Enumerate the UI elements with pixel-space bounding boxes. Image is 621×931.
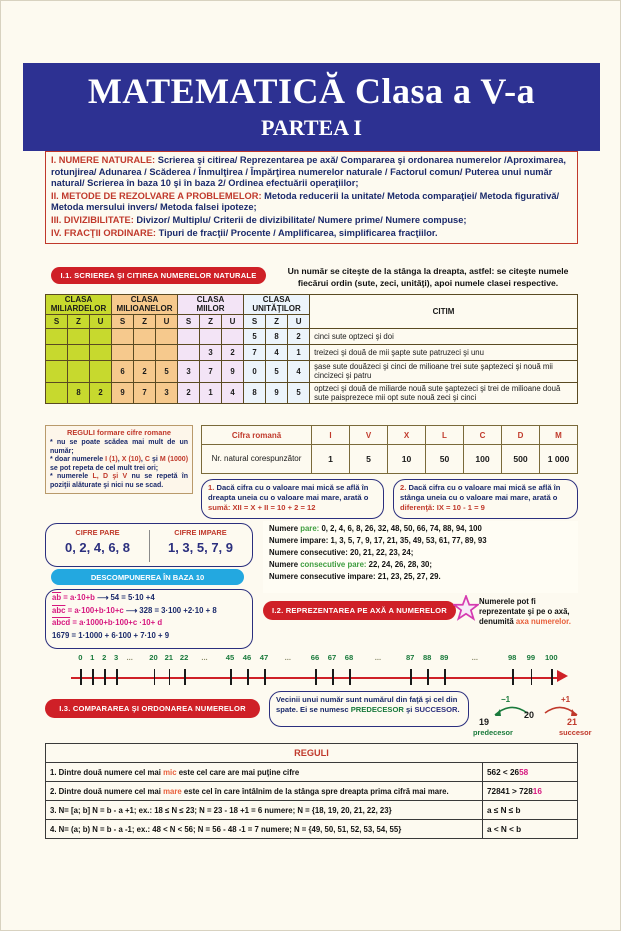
decomposition-line bbox=[52, 593, 246, 604]
axis-tick-label: 2 bbox=[102, 653, 107, 662]
roman-digits-table bbox=[201, 425, 578, 474]
roman-rules-box bbox=[45, 425, 193, 494]
digit-cell bbox=[222, 328, 244, 344]
successor-value: 21 bbox=[567, 717, 578, 727]
axis-tick-label: 66 bbox=[310, 653, 320, 662]
roman-value: 1 bbox=[312, 445, 350, 474]
syllabus-heading: I. NUMERE NATURALE: bbox=[51, 155, 156, 165]
citim-cell: şase sute douăzeci şi cinci de milioane trei sute şaptezeci şi nouă mii cincizeci şi patru bbox=[310, 360, 578, 382]
roman-symbol: C bbox=[464, 426, 502, 445]
axis-tick-label: 87 bbox=[405, 653, 415, 662]
order-header: Z bbox=[200, 314, 222, 328]
numbers-line: Numere consecutive: 20, 21, 22, 23, 24; bbox=[269, 547, 414, 557]
rule-value: 72841 > 72816 bbox=[483, 782, 578, 801]
order-header: U bbox=[90, 314, 112, 328]
roman-rule-item: * numerele L, D şi V nu se repetă în poziţii alăturate şi nici nu se scad. bbox=[50, 473, 188, 489]
digit-cell: 0 bbox=[244, 360, 266, 382]
decomposition-line bbox=[52, 606, 246, 617]
digit-cell: 7 bbox=[244, 344, 266, 360]
table-row bbox=[46, 382, 578, 404]
table-row bbox=[46, 744, 578, 763]
axis-tick bbox=[169, 669, 171, 685]
digit-cell: 5 bbox=[288, 382, 310, 404]
digit-cell: 7 bbox=[134, 382, 156, 404]
digit-cell bbox=[156, 344, 178, 360]
decomposition-line bbox=[52, 631, 246, 642]
axis-tick-label: ... bbox=[471, 653, 478, 662]
odd-digits-label: CIFRE IMPARE bbox=[174, 528, 227, 537]
predecessor-value: 19 bbox=[479, 717, 490, 727]
axis-tick bbox=[551, 669, 553, 685]
axis-tick-label: 22 bbox=[179, 653, 189, 662]
rule-value: a < N < b bbox=[483, 820, 578, 839]
order-header: S bbox=[178, 314, 200, 328]
rule-value: 562 < 2658 bbox=[483, 763, 578, 782]
rule-keyword: mic bbox=[163, 767, 177, 777]
successor-keyword: SUCCESOR. bbox=[414, 705, 460, 715]
predecessor-label: predecesor bbox=[473, 728, 513, 737]
axis-tick bbox=[444, 669, 446, 685]
axis-tick-label: 1 bbox=[90, 653, 95, 662]
rule-text: 3. N= [a; b] N = b - a +1; ex.: 18 ≤ N ≤ 23; N = 23 - 18 +1 = 6 numere; N = {18, 19, 20, 21, 22, 23} bbox=[46, 801, 483, 820]
axis-tick bbox=[264, 669, 266, 685]
numbers-line: Numere impare: 1, 3, 5, 7, 9, 17, 21, 35, 49, 53, 61, 77, 89, 93 bbox=[269, 535, 487, 545]
roman-value: 10 bbox=[388, 445, 426, 474]
axis-tick-label: 99 bbox=[526, 653, 536, 662]
note-keyword: diferenţă bbox=[400, 503, 433, 513]
numbers-examples-list bbox=[263, 521, 578, 593]
syllabus-body: Metoda reducerii la unitate/ Metoda comparaţiei/ Metoda figurativă/ Metoda mersului invers/ Metoda falsei ipoteze; bbox=[51, 190, 560, 213]
order-header: S bbox=[46, 314, 68, 328]
section-1-1-intro: Un număr se citeşte de la stânga la dreapta, astfel: se citeşte numele fiecărui ordin (sute, zeci, unităţi), apoi numele clasei respective. bbox=[287, 266, 569, 288]
roman-note-2 bbox=[393, 479, 578, 519]
roman-value: 5 bbox=[350, 445, 388, 474]
digit-cell: 1 bbox=[288, 344, 310, 360]
axis-tick bbox=[410, 669, 412, 685]
rule-text: 2. Dintre două numere cel mai mare este cel în care întâlnim de la stânga spre dreapta prima cifră mai mare. bbox=[46, 782, 483, 801]
digit-cell: 3 bbox=[200, 344, 222, 360]
axis-tick-label: 100 bbox=[544, 653, 558, 662]
axis-tick bbox=[427, 669, 429, 685]
digit-cell: 9 bbox=[222, 360, 244, 382]
table-row bbox=[46, 295, 578, 315]
digit-cell: 4 bbox=[266, 344, 288, 360]
digit-cell bbox=[46, 328, 68, 344]
axis-tick bbox=[230, 669, 232, 685]
digit-cell: 2 bbox=[222, 344, 244, 360]
digit-cell: 8 bbox=[266, 328, 288, 344]
rule-keyword: mare bbox=[163, 786, 182, 796]
digit-cell: 8 bbox=[68, 382, 90, 404]
digit-cell bbox=[46, 344, 68, 360]
digit-cell bbox=[46, 382, 68, 404]
note-text: Dacă cifra cu o valoare mai mică se află în stânga uneia cu o valoare mai mare, arată o bbox=[400, 483, 561, 503]
order-header: S bbox=[244, 314, 266, 328]
axis-tick bbox=[332, 669, 334, 685]
table-row bbox=[46, 344, 578, 360]
order-header: S bbox=[112, 314, 134, 328]
decomposition-example: 54 = 5·10 +4 bbox=[110, 593, 155, 602]
citim-header: CITIM bbox=[310, 295, 578, 329]
roman-value: 50 bbox=[426, 445, 464, 474]
axis-tick-label: ... bbox=[126, 653, 133, 662]
digit-cell: 2 bbox=[178, 382, 200, 404]
digit-cell bbox=[112, 344, 134, 360]
star-icon bbox=[453, 595, 479, 621]
syllabus-box bbox=[45, 151, 578, 244]
roman-rules-title: REGULI formare cifre romane bbox=[67, 428, 171, 437]
minus-one-label: −1 bbox=[501, 695, 511, 704]
roman-symbol: X bbox=[388, 426, 426, 445]
badge-section-1-2[interactable]: I.2. REPREZENTAREA PE AXĂ A NUMERELOR bbox=[263, 601, 456, 620]
axis-tick-label: 20 bbox=[149, 653, 158, 662]
axis-tick-label: ... bbox=[201, 653, 208, 662]
decomposition-formula: 1679 = 1·1000 + 6·100 + 7·10 + 9 bbox=[52, 630, 170, 640]
numbers-line: Numere consecutive impare: 21, 23, 25, 27, 29. bbox=[269, 571, 441, 581]
axis-arrow-icon bbox=[557, 670, 568, 682]
syllabus-body: Scrierea şi citirea/ Reprezentarea pe axă/ Compararea şi ordonarea numerelor /Aproximarea, rotunjirea/ Adunarea / Scăderea / Înmulţirea / Împărţirea numerelor naturale / Factorul comun/ Puterea unui număr natural/ Scrierea în baza 10 şi în baza 2/ Ordinea efectuării operaţiilor; bbox=[51, 155, 566, 189]
axis-tick bbox=[154, 669, 156, 685]
even-odd-digits-box bbox=[45, 523, 253, 567]
rule-value: a ≤ N ≤ b bbox=[483, 801, 578, 820]
class-header: CLASA MILIARDELOR bbox=[46, 295, 112, 315]
roman-note-1 bbox=[201, 479, 384, 519]
axis-tick-label: ... bbox=[284, 653, 291, 662]
axis-tick bbox=[80, 669, 82, 685]
arc-arrows-icon bbox=[483, 699, 595, 729]
table-row bbox=[202, 426, 578, 445]
axis-tick bbox=[315, 669, 317, 685]
syllabus-body: Divizor/ Multiplu/ Criterii de divizibilitate/ Numere prime/ Numere compuse; bbox=[133, 214, 467, 225]
digit-cell bbox=[134, 328, 156, 344]
note-formula: : IX = 10 - 1 = 9 bbox=[432, 503, 485, 513]
even-digits-group bbox=[46, 528, 149, 555]
axis-note bbox=[479, 597, 583, 627]
number-axis bbox=[71, 653, 571, 695]
syllabus-line bbox=[51, 191, 572, 214]
current-value: 20 bbox=[524, 710, 535, 720]
syllabus-line bbox=[51, 155, 572, 190]
table-row bbox=[46, 328, 578, 344]
roman-value: 100 bbox=[464, 445, 502, 474]
digit-cell bbox=[68, 344, 90, 360]
axis-tick-label: 88 bbox=[422, 653, 432, 662]
roman-symbol: V bbox=[350, 426, 388, 445]
reguli-title: REGULI bbox=[46, 744, 578, 763]
table-row bbox=[202, 445, 578, 474]
class-header: CLASA MIILOR bbox=[178, 295, 244, 315]
numbers-line: Numere consecutive pare: 22, 24, 26, 28, 30; bbox=[269, 559, 432, 569]
roman-rule-item: * doar numerele I (1), X (10), C şi M (1000) se pot repeta de cel mult trei ori; bbox=[50, 456, 189, 472]
predecessor-keyword: PREDECESOR bbox=[350, 705, 404, 715]
numbers-keyword: pare: bbox=[300, 524, 320, 533]
digit-cell: 2 bbox=[288, 328, 310, 344]
order-header: U bbox=[156, 314, 178, 328]
axis-note-keyword: axa numerelor. bbox=[515, 617, 571, 626]
digit-cell bbox=[112, 328, 134, 344]
digit-cell: 4 bbox=[222, 382, 244, 404]
digit-cell: 9 bbox=[112, 382, 134, 404]
order-header: Z bbox=[266, 314, 288, 328]
badge-section-1-3[interactable]: I.3. COMPARAREA ŞI ORDONAREA NUMERELOR bbox=[45, 699, 260, 718]
digit-cell bbox=[46, 360, 68, 382]
roman-value: 1 000 bbox=[540, 445, 578, 474]
digit-cell bbox=[90, 344, 112, 360]
plus-one-label: +1 bbox=[561, 695, 571, 704]
digit-cell bbox=[156, 328, 178, 344]
class-header: CLASA MILIOANELOR bbox=[112, 295, 178, 315]
syllabus-line bbox=[51, 215, 572, 227]
reguli-table bbox=[45, 743, 578, 839]
arrow-icon: ⟶ bbox=[125, 605, 138, 615]
axis-tick-label: 98 bbox=[507, 653, 517, 662]
axis-tick bbox=[116, 669, 118, 685]
odd-digits-group bbox=[149, 528, 252, 555]
numbers-keyword: consecutive pare: bbox=[300, 559, 367, 569]
digit-cell bbox=[178, 328, 200, 344]
axis-tick bbox=[512, 669, 514, 685]
axis-tick-label: ... bbox=[374, 653, 382, 662]
axis-tick bbox=[247, 669, 249, 685]
table-row bbox=[46, 782, 578, 801]
note-text: Dacă cifra cu o valoare mai mică se află în dreapta uneia cu o valoare mai mare, arată o bbox=[208, 483, 369, 503]
even-digits-label: CIFRE PARE bbox=[75, 528, 120, 537]
axis-tick bbox=[92, 669, 94, 685]
axis-tick-label: 0 bbox=[78, 653, 83, 662]
axis-tick-label: 21 bbox=[164, 653, 174, 662]
order-header: U bbox=[288, 314, 310, 328]
successor-label: succesor bbox=[559, 728, 592, 737]
note-formula: : XII = X + II = 10 + 2 = 12 bbox=[227, 503, 316, 513]
digit-cell: 2 bbox=[90, 382, 112, 404]
decomposition-example: 328 = 3·100 +2·10 + 8 bbox=[139, 605, 217, 615]
digit-cell: 5 bbox=[266, 360, 288, 382]
decomposition-formula: abcd = a·1000+b·100+c ·10+ d bbox=[52, 618, 163, 628]
syllabus-line bbox=[51, 228, 572, 240]
order-header: U bbox=[222, 314, 244, 328]
badge-descompunerea-baza-10[interactable]: DESCOMPUNEREA ÎN BAZA 10 bbox=[51, 569, 244, 585]
digit-cell bbox=[134, 344, 156, 360]
roman-row-label: Cifra romană bbox=[202, 426, 312, 445]
axis-note-text: Numerele pot fi reprezentate şi pe o axă, denumită bbox=[479, 597, 570, 626]
digit-cell bbox=[90, 360, 112, 382]
axis-tick-label: 68 bbox=[344, 653, 354, 662]
roman-row-label: Nr. natural corespunzător bbox=[202, 445, 312, 474]
note-number: 1. bbox=[208, 483, 215, 492]
digit-cell: 1 bbox=[200, 382, 222, 404]
table-row bbox=[46, 763, 578, 782]
roman-value: 500 bbox=[502, 445, 540, 474]
digit-cell: 3 bbox=[178, 360, 200, 382]
digit-cell: 4 bbox=[288, 360, 310, 382]
page-title: MATEMATICĂ Clasa a V-a bbox=[87, 71, 536, 111]
digit-cell: 8 bbox=[244, 382, 266, 404]
even-digits-value: 0, 2, 4, 6, 8 bbox=[64, 540, 131, 555]
axis-tick-label: 46 bbox=[242, 653, 252, 662]
axis-tick bbox=[531, 669, 533, 685]
arrow-icon: ⟶ bbox=[97, 593, 109, 602]
decomposition-line bbox=[52, 618, 246, 629]
roman-symbol: L bbox=[426, 426, 464, 445]
order-header: Z bbox=[134, 314, 156, 328]
order-header: Z bbox=[68, 314, 90, 328]
class-header: CLASA UNITĂŢILOR bbox=[244, 295, 310, 315]
table-row bbox=[46, 360, 578, 382]
odd-digits-value: 1, 3, 5, 7, 9 bbox=[167, 540, 234, 555]
roman-rule-item: * nu se poate scădea mai mult de un număr; bbox=[50, 439, 188, 455]
digit-cell bbox=[178, 344, 200, 360]
digit-cell bbox=[68, 360, 90, 382]
rule-text: 4. N= (a; b) N = b - a -1; ex.: 48 < N < 56; N = 56 - 48 -1 = 7 numere; N = {49, 50, 51, 52, 53, 54, 55} bbox=[46, 820, 483, 839]
poster-header bbox=[23, 63, 600, 151]
page-subtitle: PARTEA I bbox=[261, 115, 362, 140]
axis-tick-label: 3 bbox=[113, 653, 119, 662]
roman-symbol: D bbox=[502, 426, 540, 445]
note-keyword: sumă bbox=[208, 503, 228, 513]
digit-cell bbox=[200, 328, 222, 344]
digit-cell bbox=[90, 328, 112, 344]
digit-cell: 3 bbox=[156, 382, 178, 404]
neighbours-text: Vecinii unui număr sunt numărul din faţă şi cel din spate. Ei se numesc bbox=[276, 695, 458, 715]
rule-text: 1. Dintre două numere cel mai mic este cel care are mai puţine cifre bbox=[46, 763, 483, 782]
digit-cell: 2 bbox=[134, 360, 156, 382]
roman-symbol: M bbox=[540, 426, 578, 445]
syllabus-heading: III. DIVIZIBILITATE: bbox=[51, 214, 134, 225]
digit-cell bbox=[68, 328, 90, 344]
citim-cell: optzeci şi două de miliarde nouă sute şaptezeci şi trei de milioane două sute paisprezece mii opt sute nouă zeci şi cinci bbox=[310, 382, 578, 404]
digit-cell: 6 bbox=[112, 360, 134, 382]
neighbours-text: şi bbox=[403, 705, 415, 715]
axis-tick bbox=[104, 669, 106, 685]
numbers-keyword: consecutive: bbox=[300, 547, 348, 557]
badge-section-1-1[interactable]: I.1. SCRIEREA ŞI CITIREA NUMERELOR NATURALE bbox=[51, 267, 266, 284]
axis-tick-label: 89 bbox=[439, 653, 449, 662]
digit-cell: 9 bbox=[266, 382, 288, 404]
roman-symbol: I bbox=[312, 426, 350, 445]
syllabus-body: Tipuri de fracţii/ Procente / Amplificarea, simplificarea fracţiilor. bbox=[156, 227, 438, 238]
digit-cell: 5 bbox=[244, 328, 266, 344]
numbers-keyword: consecutive impare: bbox=[300, 571, 376, 581]
axis-tick-label: 45 bbox=[225, 653, 235, 662]
table-row bbox=[46, 820, 578, 839]
syllabus-heading: IV. FRACŢII ORDINARE: bbox=[51, 227, 157, 238]
table-row bbox=[46, 801, 578, 820]
note-number: 2. bbox=[400, 483, 407, 492]
numbers-line: Numere pare: 0, 2, 4, 6, 8, 26, 32, 48, 50, 66, 74, 88, 94, 100 bbox=[269, 524, 482, 533]
decomposition-formula: $\overline{ab} = a\cdot 10+b$ bbox=[52, 593, 95, 602]
digit-cell: 7 bbox=[200, 360, 222, 382]
citim-cell: treizeci şi două de mii şapte sute patruzeci şi unu bbox=[310, 344, 578, 360]
base-10-decomposition-box bbox=[45, 589, 253, 649]
neighbours-note bbox=[269, 691, 469, 727]
digit-cell: 5 bbox=[156, 360, 178, 382]
decomposition-formula: $\overline{abc} = a\cdot 100+b\cdot 10+c$ bbox=[52, 605, 124, 615]
syllabus-heading: II. METODE DE REZOLVARE A PROBLEMELOR: bbox=[51, 190, 262, 201]
number-classes-table bbox=[45, 294, 578, 404]
axis-tick bbox=[184, 669, 186, 685]
numbers-keyword: impare: bbox=[300, 535, 329, 545]
axis-tick-label: 67 bbox=[327, 653, 337, 662]
predecessor-successor-diagram bbox=[473, 695, 592, 743]
axis-tick bbox=[349, 669, 351, 685]
axis-tick-label: 47 bbox=[259, 653, 269, 662]
citim-cell: cinci sute optzeci şi doi bbox=[310, 328, 578, 344]
